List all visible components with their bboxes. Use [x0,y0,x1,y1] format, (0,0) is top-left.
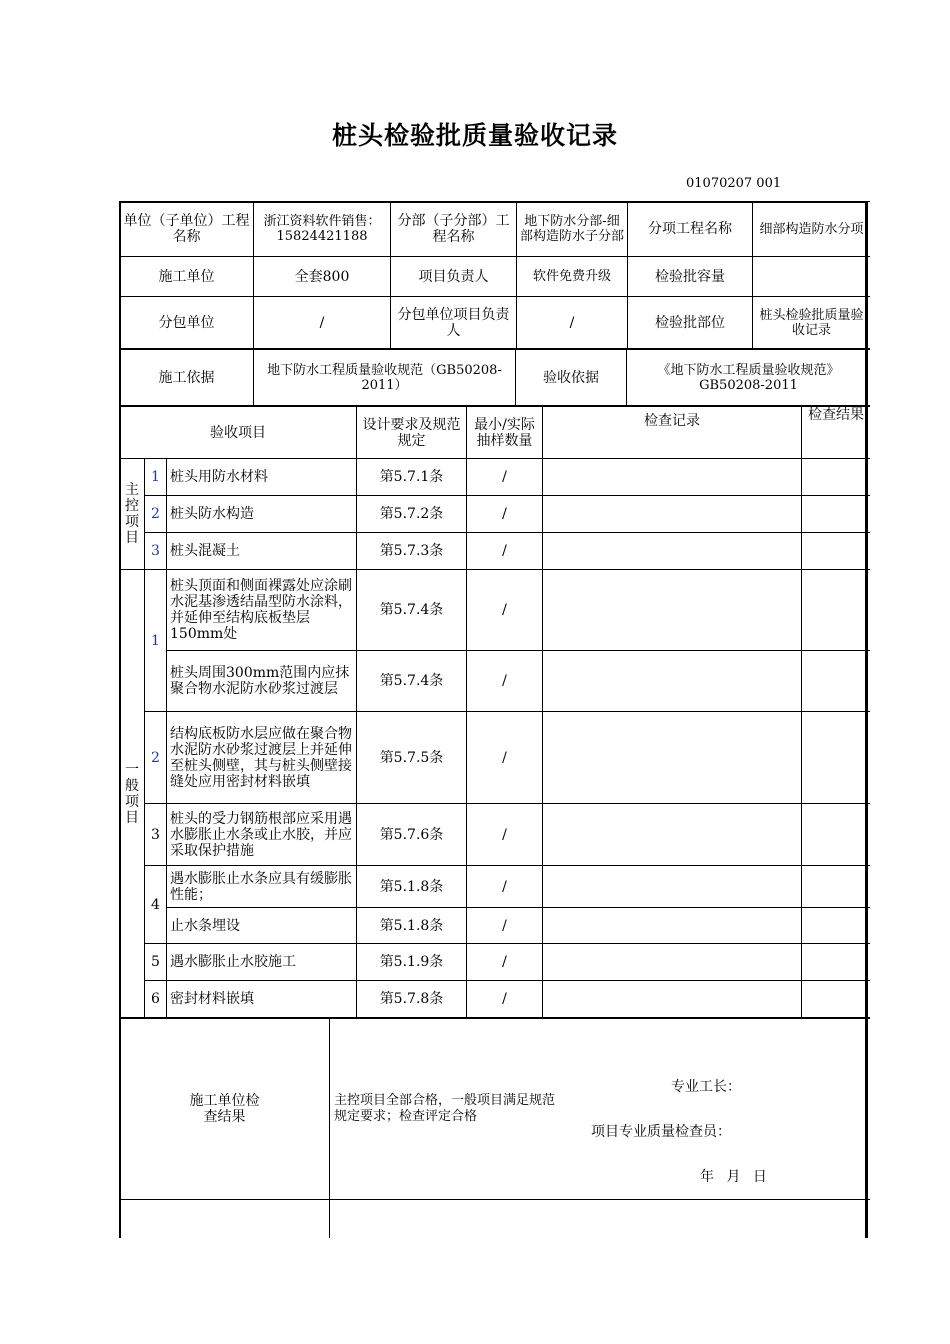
item-result[interactable] [802,944,871,981]
header-table [119,201,870,349]
unit-label: 单位（子单位）工程名称 [120,202,254,257]
item-no: 6 [145,981,167,1018]
item-desc: 密封材料嵌填 [167,981,357,1018]
table-row [120,533,871,570]
record-code: 01070207 001 [686,176,782,191]
item-desc: 桩头用防水材料 [167,459,357,496]
item-clause: 第5.1.9条 [357,944,467,981]
item-record[interactable] [543,533,802,570]
check-label: 施工单位检查结果 [120,1019,330,1200]
item-clause: 第5.7.2条 [357,496,467,533]
item-result[interactable] [802,570,871,651]
record-sheet [119,201,870,1238]
item-record[interactable] [543,570,802,651]
item-result[interactable] [802,908,871,944]
item-desc: 桩头周围300mm范围内应抹聚合物水泥防水砂浆过渡层 [167,651,357,712]
item-clause: 第5.1.8条 [357,908,467,944]
item-no: 2 [145,712,167,804]
item-sample: / [467,981,543,1018]
item-clause: 第5.7.3条 [357,533,467,570]
item-result[interactable] [802,804,871,866]
sub-pm-value: / [517,297,628,349]
item-sample: / [467,496,543,533]
item-no: 2 [145,496,167,533]
item-no: 4 [145,866,167,944]
contractor-label: 施工单位 [120,257,254,297]
accept-basis-label: 验收依据 [516,350,627,406]
items-table [119,406,870,1018]
item-desc: 桩头顶面和侧面裸露处应涂刷水泥基渗透结晶型防水涂料，并延伸至结构底板垫层150mm处 [167,570,357,651]
item-record[interactable] [543,496,802,533]
table-row [120,570,871,651]
supervision-result-cell [330,1200,871,1239]
item-record[interactable] [543,459,802,496]
check-text: 主控项目全部合格，一般项目满足规范规定要求；检查评定合格 [334,1093,556,1124]
item-result[interactable] [802,866,871,908]
foreman-label: 专业工长： [671,1079,741,1095]
item-desc: 结构底板防水层应做在聚合物水泥防水砂浆过渡层上并延伸至桩头侧壁，其与桩头侧壁接缝处应用密封材料嵌填 [167,712,357,804]
accept-basis-value: 《地下防水工程质量验收规范》GB50208-2011 [627,350,871,406]
item-record[interactable] [543,908,802,944]
item-record[interactable] [543,804,802,866]
footer-table [119,1018,870,1238]
item-sample: / [467,651,543,712]
general-group-label: 一般项目 [120,570,145,1018]
check-result-cell [330,1019,871,1200]
item-sample: / [467,866,543,908]
item-sample: / [467,533,543,570]
item-clause: 第5.7.8条 [357,981,467,1018]
basis-table [119,349,870,406]
item-desc: 遇水膨胀止水胶施工 [167,944,357,981]
table-row [120,496,871,533]
item-sample: / [467,459,543,496]
item-sample: / [467,804,543,866]
date-label: 年 月 日 [700,1169,767,1185]
item-result[interactable] [802,496,871,533]
capacity-label: 检验批容量 [628,257,753,297]
capacity-value [753,257,871,297]
item-sample: / [467,712,543,804]
item-result[interactable] [802,459,871,496]
pm-value: 软件免费升级 [517,257,628,297]
item-clause: 第5.1.8条 [357,866,467,908]
main-group-label: 主控项目 [120,459,145,570]
item-record[interactable] [543,651,802,712]
inspector-label: 项目专业质量检查员： [591,1124,731,1140]
pm-label: 项目负责人 [391,257,517,297]
item-desc: 桩头的受力钢筋根部应采用遇水膨胀止水条或止水胶，并应采取保护措施 [167,804,357,866]
item-record[interactable] [543,866,802,908]
col-header-design: 设计要求及规范规定 [357,407,467,459]
page-title: 桩头检验批质量验收记录 [331,121,618,150]
item-record[interactable] [543,981,802,1018]
item-clause: 第5.7.6条 [357,804,467,866]
item-sample: / [467,908,543,944]
division-label: 分部（子分部）工程名称 [391,202,517,257]
item-clause: 第5.7.5条 [357,712,467,804]
subcontractor-value: / [254,297,391,349]
item-no: 1 [145,459,167,496]
item-no: 3 [145,533,167,570]
item-result[interactable] [802,651,871,712]
item-result[interactable] [802,981,871,1018]
item-no: 5 [145,944,167,981]
item-result[interactable] [802,712,871,804]
item-desc: 遇水膨胀止水条应具有缓膨胀性能； [167,866,357,908]
item-no: 3 [145,804,167,866]
batch-part-value: 桩头检验批质量验收记录 [753,297,871,349]
item-desc: 桩头混凝土 [167,533,357,570]
item-desc: 止水条埋设 [167,908,357,944]
item-sample: / [467,944,543,981]
batch-part-label: 检验批部位 [628,297,753,349]
unit-value: 浙江资料软件销售：15824421188 [254,202,391,257]
item-clause: 第5.7.1条 [357,459,467,496]
col-header-sample: 最小/实际抽样数量 [467,407,543,459]
sub-pm-label: 分包单位项目负责人 [391,297,517,349]
item-clause: 第5.7.4条 [357,651,467,712]
table-row [120,651,871,712]
table-row [120,804,871,866]
table-row [120,459,871,496]
table-row [120,866,871,908]
item-result[interactable] [802,533,871,570]
item-sample: / [467,570,543,651]
table-row [120,981,871,1018]
item-record[interactable] [543,944,802,981]
col-header-result: 检查结果 [802,407,871,459]
supervision-label-cell [120,1200,330,1239]
subitem-value: 细部构造防水分项 [753,202,871,257]
table-row [120,944,871,981]
basis-label: 施工依据 [120,350,254,406]
subitem-label: 分项工程名称 [628,202,753,257]
table-row [120,908,871,944]
basis-value: 地下防水工程质量验收规范（GB50208-2011） [254,350,516,406]
table-row [120,712,871,804]
col-header-record: 检查记录 [543,407,802,459]
item-desc: 桩头防水构造 [167,496,357,533]
division-value: 地下防水分部-细部构造防水子分部 [517,202,628,257]
col-header-item: 验收项目 [120,407,357,459]
item-clause: 第5.7.4条 [357,570,467,651]
item-record[interactable] [543,712,802,804]
item-no: 1 [145,570,167,712]
contractor-value: 全套800 [254,257,391,297]
subcontractor-label: 分包单位 [120,297,254,349]
